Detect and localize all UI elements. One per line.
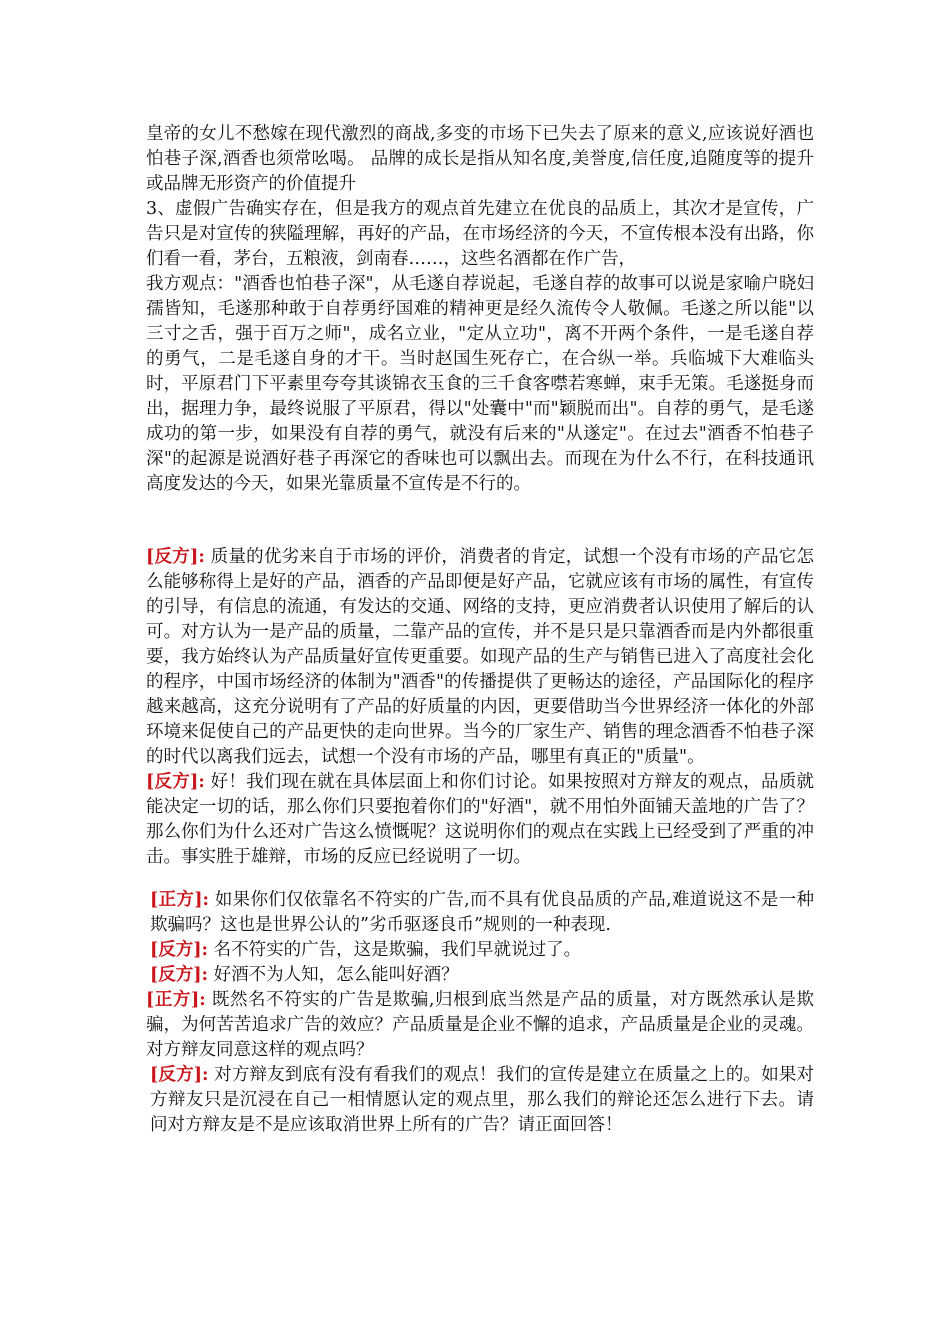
debate-turn bbox=[146, 1063, 814, 1138]
paragraph-brand: 皇帝的女儿不愁嫁在现代激烈的商战,多变的市场下已失去了原来的意义,应该说好酒也怕巷子深,酒香也须常吆喝。 品牌的成长是指从知名度,美誉度,信任度,追随度等的提升或品牌无形资产的价值提升 bbox=[146, 124, 814, 194]
debate-text: 对方辩友到底有没有看我们的观点！我们的宣传是建立在质量之上的。如果对方辩友只是沉浸在自己一相情愿认定的观点里，那么我们的辩论还怎么进行下去。请问对方辩友是不是应该取消世界上所有的广告？请正面回答！ bbox=[150, 1065, 814, 1135]
section-gap bbox=[146, 497, 814, 545]
debate-text: 名不符实的广告，这是欺骗，我们早就说过了。 bbox=[208, 940, 582, 960]
debate-turn bbox=[146, 963, 814, 988]
speaker-tag: [反方]: bbox=[150, 1065, 209, 1085]
debate-turn bbox=[146, 545, 814, 770]
section-gap bbox=[146, 870, 814, 888]
speaker-tag: [反方]: bbox=[146, 772, 205, 792]
debate-text: 既然名不符实的广告是欺骗,归根到底当然是产品的质量，对方既然承认是欺骗，为何苦苦追求广告的效应？产品质量是企业不懈的追求，产品质量是企业的灵魂。对方辩友同意这样的观点吗？ bbox=[146, 990, 815, 1060]
debate-turn bbox=[146, 988, 814, 1063]
debate-turn bbox=[146, 888, 814, 938]
debate-text: 好酒不为人知，怎么能叫好酒？ bbox=[208, 965, 459, 985]
paragraph-our-view: 我方观点："酒香也怕巷子深"，从毛遂自荐说起，毛遂自荐的故事可以说是家喻户晓妇孺皆知，毛遂那种敢于自荐勇纾国难的精神更是经久流传令人敬佩。毛遂之所以能"以三寸之舌，强于百万之师"，成名立业，"定从立功"，离不开两个条件，一是毛遂自荐的勇气，二是毛遂自身的才干。当时赵国生死存亡，在合纵一举。兵临城下大难临头时，平原君门下平素里夸夸其谈锦衣玉食的三千食客噤若寒蝉，束手无策。毛遂挺身而出，据理力争，最终说服了平原君，得以"处囊中"而"颖脱而出"。自荐的勇气，是毛遂成功的第一步，如果没有自荐的勇气，就没有后来的"从遂定"。在过去"酒香不怕巷子深"的起源是说酒好巷子再深它的香味也可以飘出去。而现在为什么不行，在科技通讯高度发达的今天，如果光靠质量不宣传是不行的。 bbox=[146, 274, 814, 494]
speaker-tag: [反方]: bbox=[150, 965, 209, 985]
debate-turn bbox=[146, 770, 814, 870]
paragraph-point-3: 3、虚假广告确实存在，但是我方的观点首先建立在优良的品质上，其次才是宣传，广告只是对宣传的狭隘理解，再好的产品，在市场经济的今天，不宣传根本没有出路，你们看一看，茅台，五粮液，剑南春……，这些名酒都在作广告， bbox=[146, 199, 814, 269]
debate-text: 好！我们现在就在具体层面上和你们讨论。如果按照对方辩友的观点，品质就能决定一切的话，那么你们只要抱着你们的"好酒"，就不用怕外面铺天盖地的广告了？那么你们为什么还对广告这么愤慨呢？这说明你们的观点在实践上已经受到了严重的冲击。事实胜于雄辩，市场的反应已经说明了一切。 bbox=[146, 772, 815, 867]
speaker-tag: [反方]: bbox=[150, 940, 209, 960]
speaker-tag: [反方]: bbox=[146, 547, 205, 567]
document-page bbox=[146, 122, 814, 1138]
speaker-tag: [正方]: bbox=[146, 990, 206, 1010]
speaker-tag: [正方]: bbox=[150, 890, 209, 910]
debate-text: 如果你们仅依靠名不符实的广告,而不具有优良品质的产品,难道说这不是一种欺骗吗？这也是世界公认的”劣币驱逐良币”规则的一种表现. bbox=[150, 890, 814, 935]
debate-turn bbox=[146, 938, 814, 963]
debate-text: 质量的优劣来自于市场的评价，消费者的肯定，试想一个没有市场的产品它怎么能够称得上是好的产品，酒香的产品即便是好产品，它就应该有市场的属性，有宣传的引导，有信息的流通，有发达的交通、网络的支持，更应消费者认识使用了解后的认可。对方认为一是产品的质量，二靠产品的宣传，并不是只是只靠酒香而是内外都很重要，我方始终认为产品质量好宣传更重要。如现产品的生产与销售已进入了高度社会化的程序，中国市场经济的体制为"酒香"的传播提供了更畅达的途径，产品国际化的程序越来越高，这充分说明有了产品的好质量的内因，更要借助当今世界经济一体化的外部环境来促使自己的产品更快的走向世界。当今的厂家生产、销售的理念酒香不怕巷子深的时代以离我们远去，试想一个没有市场的产品，哪里有真正的"质量"。 bbox=[146, 547, 815, 767]
